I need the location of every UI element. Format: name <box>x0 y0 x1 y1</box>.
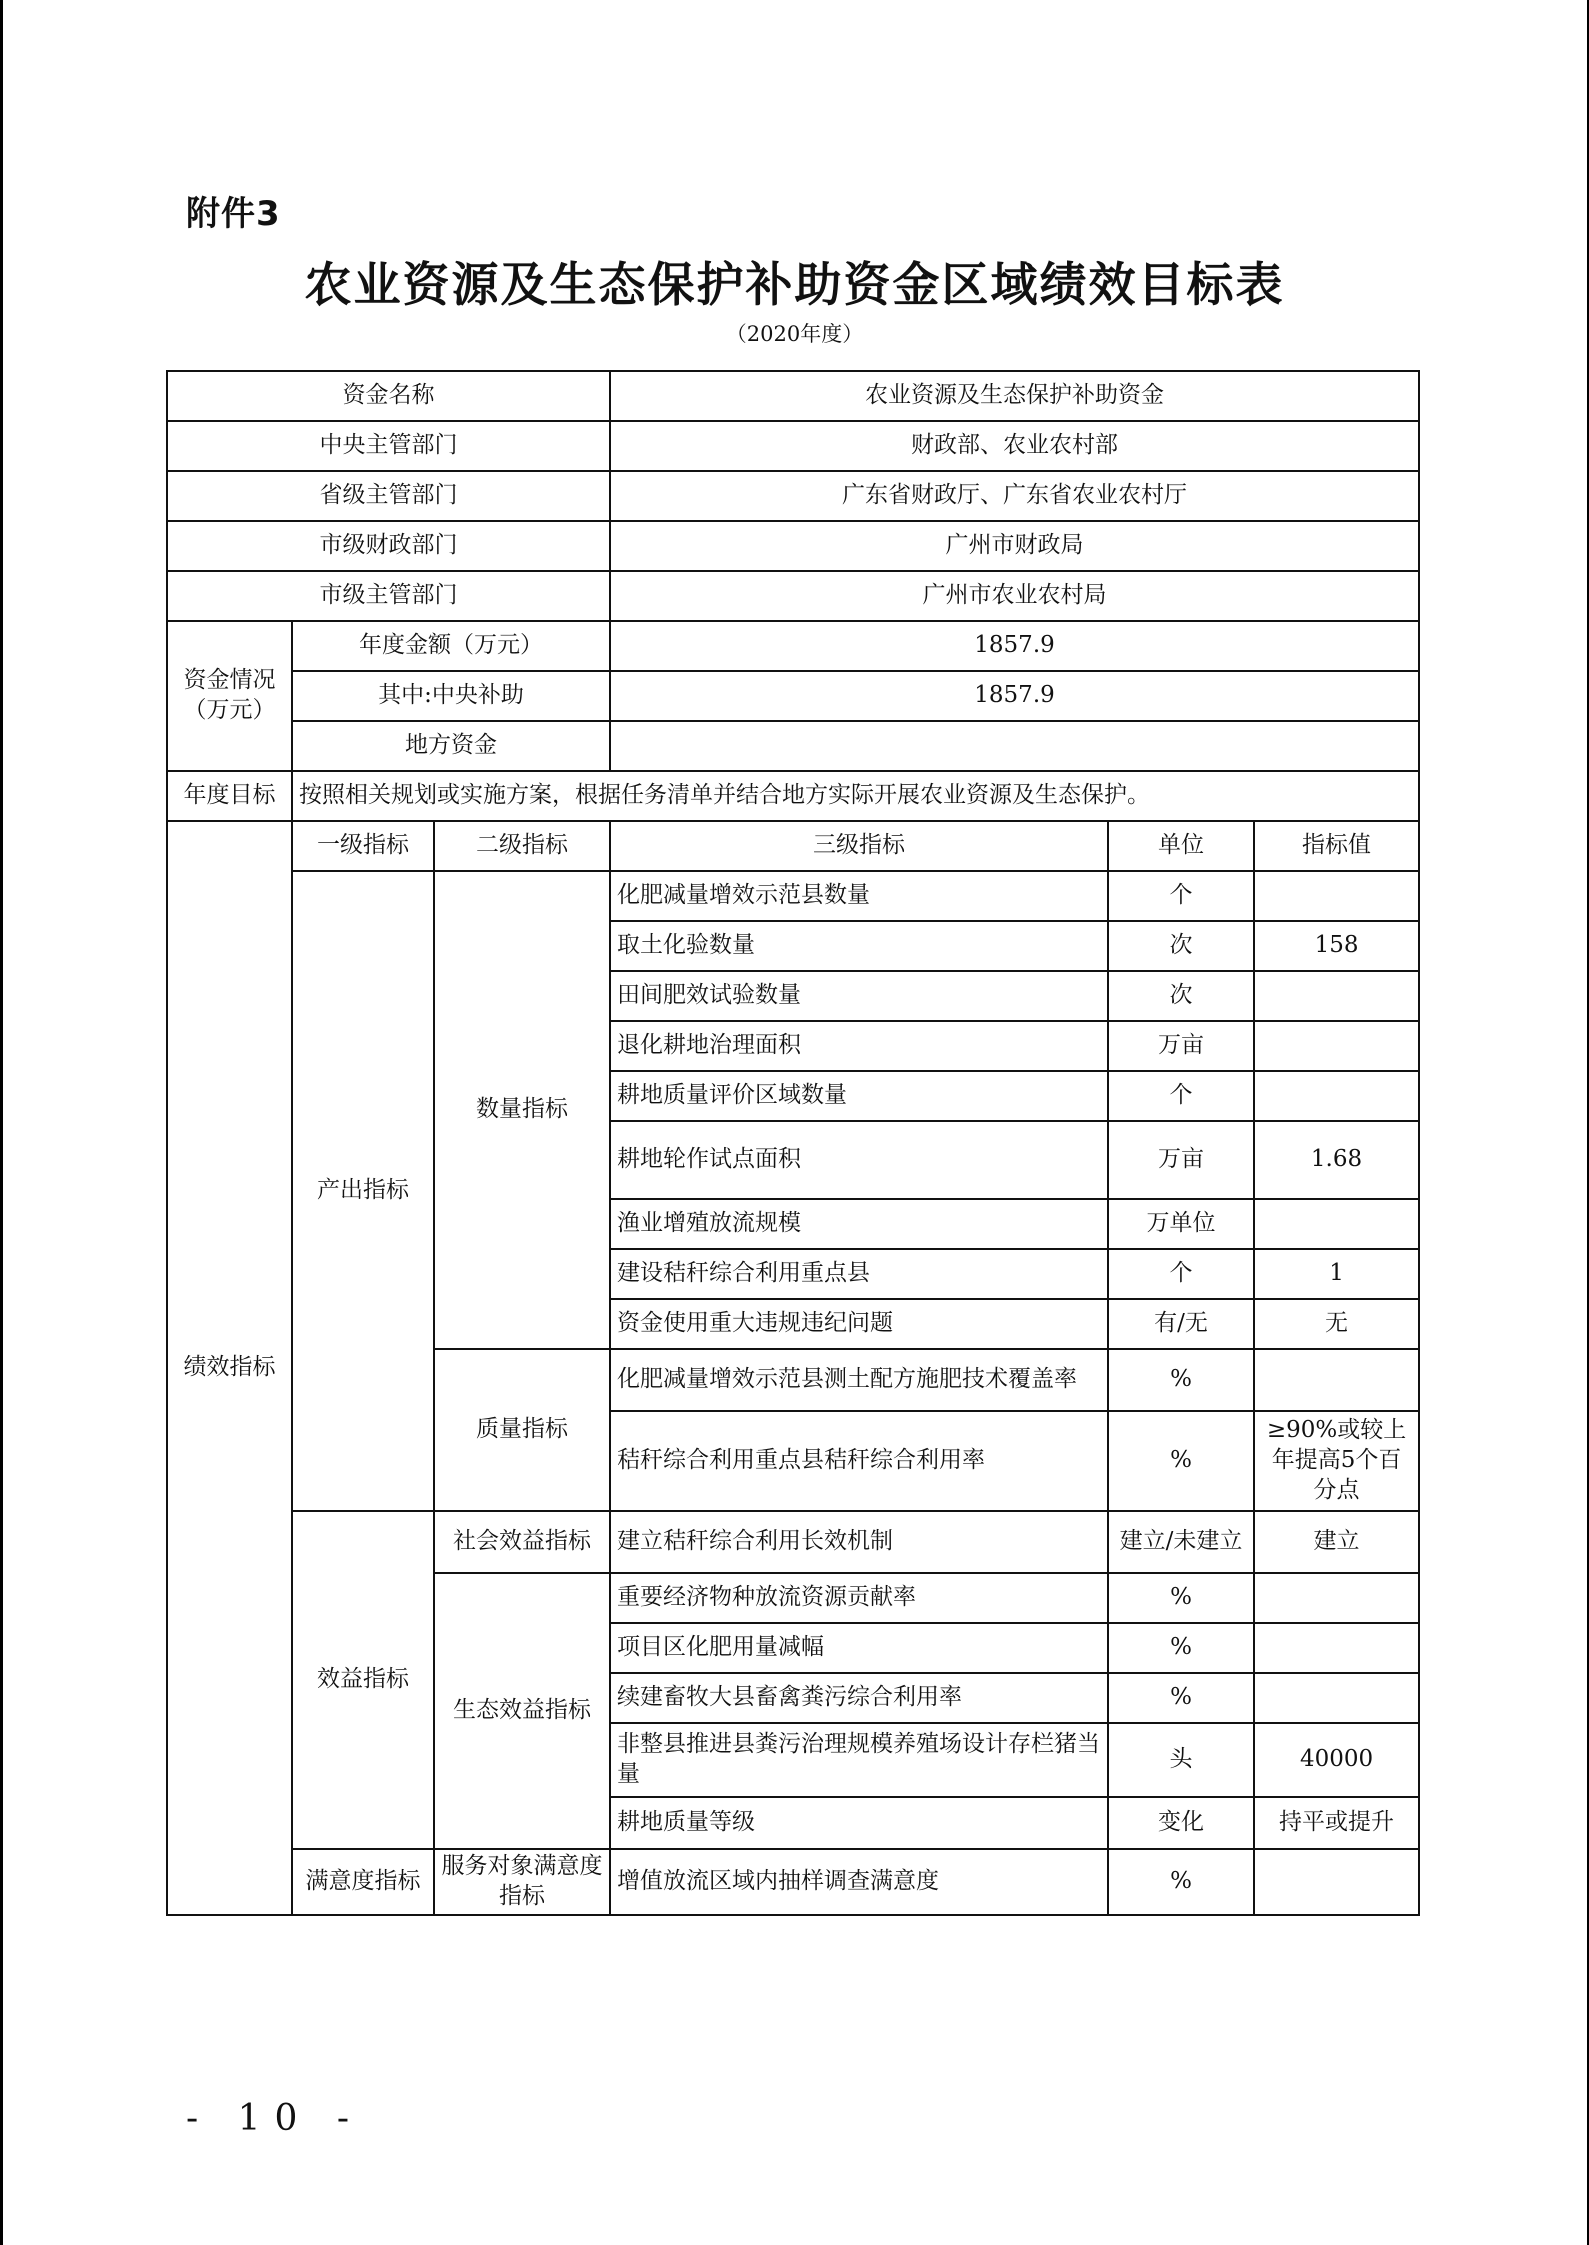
indicator-unit: % <box>1108 1573 1254 1623</box>
indicator-value: 1.68 <box>1254 1121 1419 1199</box>
level1-output: 产出指标 <box>292 871 434 1511</box>
indicator-value <box>1254 1349 1419 1411</box>
attachment-label: 附件3 <box>186 194 281 234</box>
header-level2: 二级指标 <box>434 821 610 871</box>
performance-target-table <box>166 370 1420 1916</box>
indicator-value: 40000 <box>1254 1723 1419 1797</box>
city-dept-value: 广州市农业农村局 <box>610 571 1419 621</box>
row-annual-amount <box>167 621 1419 671</box>
row-indicator-header <box>167 821 1419 871</box>
header-level3: 三级指标 <box>610 821 1108 871</box>
indicator-value: 持平或提升 <box>1254 1797 1419 1849</box>
row-city-finance <box>167 521 1419 571</box>
indicator-name: 渔业增殖放流规模 <box>610 1199 1108 1249</box>
indicator-unit: 建立/未建立 <box>1108 1511 1254 1573</box>
indicator-unit: 万亩 <box>1108 1021 1254 1071</box>
indicator-unit: 次 <box>1108 921 1254 971</box>
indicator-name: 重要经济物种放流资源贡献率 <box>610 1573 1108 1623</box>
indicator-name: 退化耕地治理面积 <box>610 1021 1108 1071</box>
level2-service: 服务对象满意度指标 <box>434 1849 610 1915</box>
indicator-unit: 头 <box>1108 1723 1254 1797</box>
central-dept-label: 中央主管部门 <box>167 421 610 471</box>
indicator-value <box>1254 1849 1419 1915</box>
indicator-name: 耕地质量评价区域数量 <box>610 1071 1108 1121</box>
indicator-unit: % <box>1108 1673 1254 1723</box>
city-finance-value: 广州市财政局 <box>610 521 1419 571</box>
indicators-section-label: 绩效指标 <box>167 821 292 1915</box>
fund-name-label: 资金名称 <box>167 371 610 421</box>
indicator-value: 无 <box>1254 1299 1419 1349</box>
annual-goal-label: 年度目标 <box>167 771 292 821</box>
document-title: 农业资源及生态保护补助资金区域绩效目标表 <box>304 258 1285 313</box>
indicator-unit: 个 <box>1108 1071 1254 1121</box>
level2-social: 社会效益指标 <box>434 1511 610 1573</box>
indicator-name: 续建畜牧大县畜禽粪污综合利用率 <box>610 1673 1108 1723</box>
indicator-unit: % <box>1108 1349 1254 1411</box>
page-number: - 10 - <box>186 2098 364 2139</box>
indicator-name: 非整县推进县粪污治理规模养殖场设计存栏猪当量 <box>610 1723 1108 1797</box>
indicator-unit: 万单位 <box>1108 1199 1254 1249</box>
local-funds-label: 地方资金 <box>292 721 610 771</box>
indicator-name: 秸秆综合利用重点县秸秆综合利用率 <box>610 1411 1108 1511</box>
indicator-value: ≥90%或较上年提高5个百分点 <box>1254 1411 1419 1511</box>
indicator-name: 耕地轮作试点面积 <box>610 1121 1108 1199</box>
central-dept-value: 财政部、农业农村部 <box>610 421 1419 471</box>
table-row <box>167 871 1419 921</box>
indicator-name: 建设秸秆综合利用重点县 <box>610 1249 1108 1299</box>
header-value: 指标值 <box>1254 821 1419 871</box>
indicator-value: 158 <box>1254 921 1419 971</box>
level2-quantity: 数量指标 <box>434 871 610 1349</box>
row-central-dept <box>167 421 1419 471</box>
indicator-value: 建立 <box>1254 1511 1419 1573</box>
annual-amount-value: 1857.9 <box>610 621 1419 671</box>
indicator-value <box>1254 1071 1419 1121</box>
provincial-dept-label: 省级主管部门 <box>167 471 610 521</box>
indicator-name: 化肥减量增效示范县数量 <box>610 871 1108 921</box>
row-city-dept <box>167 571 1419 621</box>
document-year: （2020年度） <box>725 322 864 346</box>
level2-quality: 质量指标 <box>434 1349 610 1511</box>
indicator-unit: 个 <box>1108 1249 1254 1299</box>
city-dept-label: 市级主管部门 <box>167 571 610 621</box>
indicator-unit: 个 <box>1108 871 1254 921</box>
indicator-name: 增值放流区域内抽样调查满意度 <box>610 1849 1108 1915</box>
fund-name-value: 农业资源及生态保护补助资金 <box>610 371 1419 421</box>
indicator-value <box>1254 971 1419 1021</box>
indicator-value <box>1254 1573 1419 1623</box>
indicator-name: 建立秸秆综合利用长效机制 <box>610 1511 1108 1573</box>
row-provincial-dept <box>167 471 1419 521</box>
annual-amount-label: 年度金额（万元） <box>292 621 610 671</box>
indicator-unit: % <box>1108 1849 1254 1915</box>
indicator-unit: 万亩 <box>1108 1121 1254 1199</box>
indicator-value <box>1254 871 1419 921</box>
row-central-subsidy <box>167 671 1419 721</box>
table-row <box>167 1511 1419 1573</box>
header-unit: 单位 <box>1108 821 1254 871</box>
indicator-value: 1 <box>1254 1249 1419 1299</box>
city-finance-label: 市级财政部门 <box>167 521 610 571</box>
local-funds-value <box>610 721 1419 771</box>
indicator-value <box>1254 1673 1419 1723</box>
indicator-name: 取土化验数量 <box>610 921 1108 971</box>
indicator-unit: 次 <box>1108 971 1254 1021</box>
level1-benefit: 效益指标 <box>292 1511 434 1849</box>
indicator-value <box>1254 1021 1419 1071</box>
funds-label: 资金情况（万元） <box>167 621 292 771</box>
indicator-name: 资金使用重大违规违纪问题 <box>610 1299 1108 1349</box>
level2-ecological: 生态效益指标 <box>434 1573 610 1849</box>
indicator-unit: 变化 <box>1108 1797 1254 1849</box>
central-subsidy-label: 其中:中央补助 <box>292 671 610 721</box>
indicator-unit: 有/无 <box>1108 1299 1254 1349</box>
central-subsidy-value: 1857.9 <box>610 671 1419 721</box>
table-row <box>167 1849 1419 1915</box>
row-fund-name <box>167 371 1419 421</box>
annual-goal-text: 按照相关规划或实施方案，根据任务清单并结合地方实际开展农业资源及生态保护。 <box>292 771 1419 821</box>
indicator-unit: % <box>1108 1623 1254 1673</box>
row-annual-goal <box>167 771 1419 821</box>
indicator-name: 化肥减量增效示范县测土配方施肥技术覆盖率 <box>610 1349 1108 1411</box>
indicator-unit: % <box>1108 1411 1254 1511</box>
indicator-name: 项目区化肥用量减幅 <box>610 1623 1108 1673</box>
indicator-value <box>1254 1199 1419 1249</box>
header-level1: 一级指标 <box>292 821 434 871</box>
indicator-name: 田间肥效试验数量 <box>610 971 1108 1021</box>
indicator-name: 耕地质量等级 <box>610 1797 1108 1849</box>
level1-satisfaction: 满意度指标 <box>292 1849 434 1915</box>
row-local-funds <box>167 721 1419 771</box>
provincial-dept-value: 广东省财政厅、广东省农业农村厅 <box>610 471 1419 521</box>
indicator-value <box>1254 1623 1419 1673</box>
